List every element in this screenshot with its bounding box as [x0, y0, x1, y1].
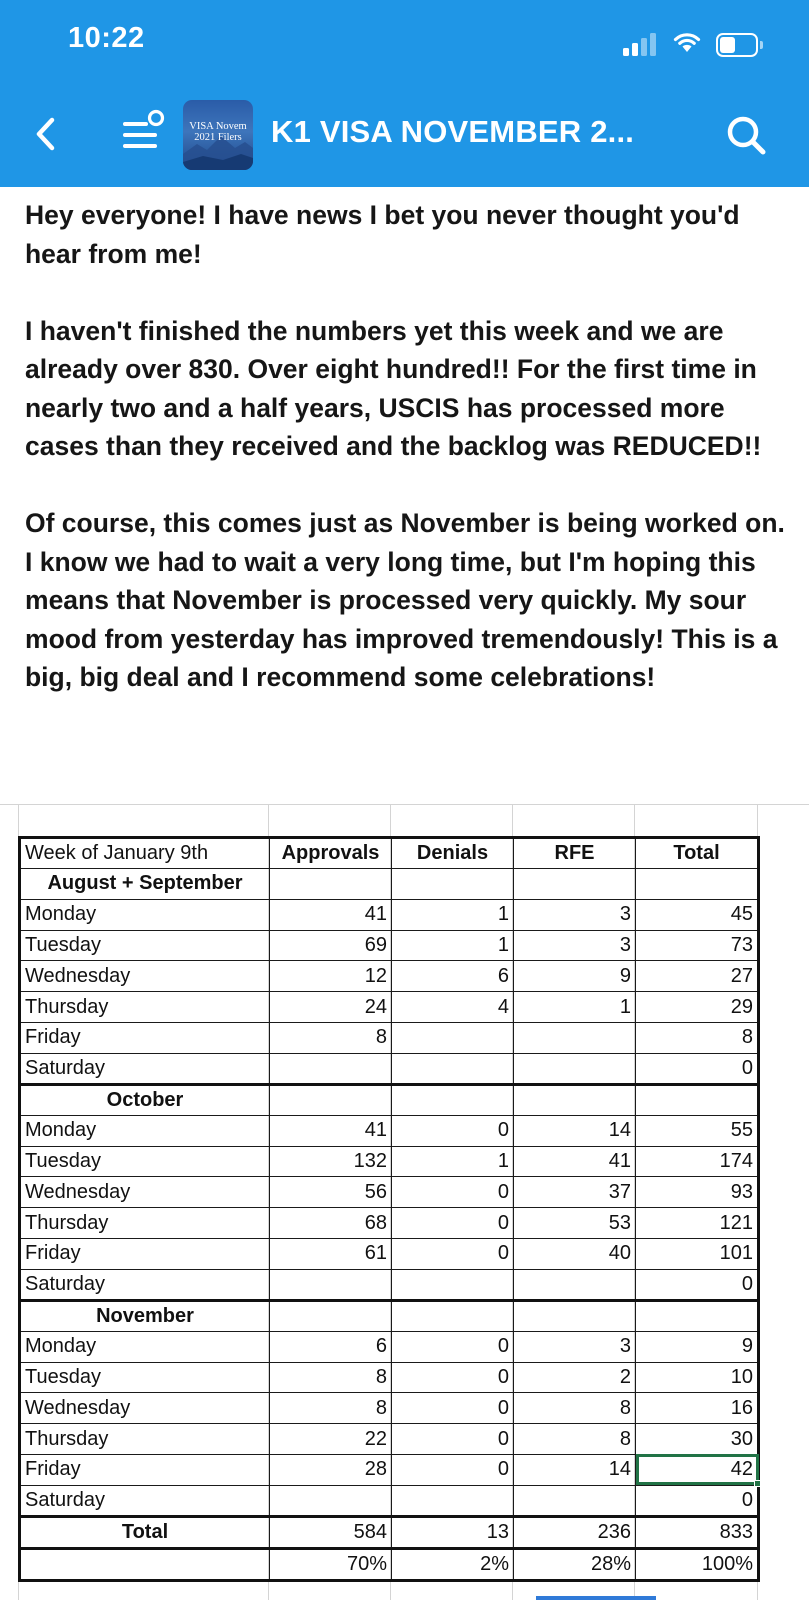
table-cell — [392, 1084, 514, 1115]
value-cell — [514, 1053, 636, 1084]
total-row — [20, 1516, 759, 1548]
day-label: Monday — [20, 1115, 270, 1146]
selected-cell[interactable]: 42 — [636, 1454, 759, 1485]
value-cell: 0 — [392, 1362, 514, 1393]
total-label: Total — [20, 1516, 270, 1548]
column-header: Denials — [392, 838, 514, 869]
visa-stats-table — [18, 836, 760, 1582]
table-cell — [514, 1084, 636, 1115]
table-header-row — [20, 838, 759, 869]
value-cell: 0 — [636, 1269, 759, 1300]
wifi-icon — [672, 30, 702, 54]
value-cell: 53 — [514, 1208, 636, 1239]
table-cell — [270, 1084, 392, 1115]
group-title[interactable]: K1 VISA NOVEMBER 2... — [271, 114, 635, 149]
value-cell: 3 — [514, 930, 636, 961]
percent-cell: 100% — [636, 1548, 759, 1580]
value-cell: 121 — [636, 1208, 759, 1239]
scroll-indicator — [536, 1596, 656, 1600]
column-header: RFE — [514, 838, 636, 869]
value-cell: 0 — [392, 1393, 514, 1424]
column-header: Approvals — [270, 838, 392, 869]
fill-handle[interactable] — [754, 1480, 761, 1487]
value-cell: 9 — [514, 961, 636, 992]
value-cell: 9 — [636, 1331, 759, 1362]
table-cell — [636, 1300, 759, 1331]
table-row — [20, 1331, 759, 1362]
value-cell: 6 — [392, 961, 514, 992]
value-cell: 8 — [636, 1022, 759, 1053]
search-icon[interactable] — [724, 113, 770, 159]
day-label: Friday — [20, 1022, 270, 1053]
value-cell — [270, 1053, 392, 1084]
table-row — [20, 1177, 759, 1208]
value-cell: 0 — [636, 1053, 759, 1084]
day-label: Tuesday — [20, 1362, 270, 1393]
post-paragraph: Hey everyone! I have news I bet you never thought you'd hear from me! — [25, 200, 740, 269]
value-cell — [392, 1022, 514, 1053]
table-row — [20, 1424, 759, 1455]
value-cell: 55 — [636, 1115, 759, 1146]
value-cell: 16 — [636, 1393, 759, 1424]
app-header — [0, 0, 809, 187]
table-cell — [636, 1084, 759, 1115]
value-cell: 14 — [514, 1115, 636, 1146]
value-cell — [514, 1022, 636, 1053]
value-cell: 3 — [514, 899, 636, 930]
value-cell: 1 — [392, 930, 514, 961]
value-cell: 1 — [392, 1146, 514, 1177]
value-cell: 27 — [636, 961, 759, 992]
value-cell: 0 — [392, 1454, 514, 1485]
value-cell — [270, 1485, 392, 1516]
day-label: Wednesday — [20, 961, 270, 992]
value-cell — [514, 1269, 636, 1300]
percent-cell: 2% — [392, 1548, 514, 1580]
section-label: November — [20, 1300, 270, 1331]
day-label: Thursday — [20, 1424, 270, 1455]
value-cell: 93 — [636, 1177, 759, 1208]
table-row — [20, 1362, 759, 1393]
value-cell: 8 — [514, 1393, 636, 1424]
day-label: Friday — [20, 1454, 270, 1485]
status-time: 10:22 — [68, 22, 145, 54]
value-cell: 69 — [270, 930, 392, 961]
value-cell: 40 — [514, 1238, 636, 1269]
value-cell: 29 — [636, 992, 759, 1023]
value-cell: 41 — [270, 899, 392, 930]
day-label: Saturday — [20, 1269, 270, 1300]
value-cell: 30 — [636, 1424, 759, 1455]
value-cell — [392, 1269, 514, 1300]
table-cell — [270, 1300, 392, 1331]
table-row — [20, 1454, 759, 1485]
value-cell: 0 — [392, 1331, 514, 1362]
value-cell — [514, 1485, 636, 1516]
table-row — [20, 899, 759, 930]
value-cell: 8 — [514, 1424, 636, 1455]
day-label: Friday — [20, 1238, 270, 1269]
day-label: Thursday — [20, 992, 270, 1023]
value-cell: 101 — [636, 1238, 759, 1269]
value-cell: 8 — [270, 1393, 392, 1424]
column-header: Total — [636, 838, 759, 869]
battery-icon — [716, 33, 763, 57]
percent-row — [20, 1548, 759, 1580]
section-label: October — [20, 1084, 270, 1115]
value-cell: 0 — [392, 1424, 514, 1455]
value-cell: 22 — [270, 1424, 392, 1455]
table-row — [20, 1115, 759, 1146]
value-cell: 0 — [636, 1485, 759, 1516]
table-row — [20, 1146, 759, 1177]
day-label: Saturday — [20, 1485, 270, 1516]
value-cell: 10 — [636, 1362, 759, 1393]
table-cell — [392, 869, 514, 900]
group-avatar-text: VISA Novem 2021 Filers — [189, 121, 247, 143]
value-cell: 68 — [270, 1208, 392, 1239]
day-label: Tuesday — [20, 1146, 270, 1177]
value-cell: 73 — [636, 930, 759, 961]
spreadsheet-image[interactable] — [0, 804, 809, 1600]
back-chevron-icon[interactable] — [30, 112, 66, 156]
table-row — [20, 1269, 759, 1300]
value-cell: 4 — [392, 992, 514, 1023]
value-cell: 41 — [270, 1115, 392, 1146]
menu-notification-icon[interactable] — [122, 108, 170, 156]
value-cell: 8 — [270, 1022, 392, 1053]
table-cell — [392, 1300, 514, 1331]
value-cell: 132 — [270, 1146, 392, 1177]
value-cell — [270, 1269, 392, 1300]
table-cell — [20, 1548, 270, 1580]
group-avatar[interactable] — [183, 100, 253, 170]
table-row — [20, 1208, 759, 1239]
value-cell: 0 — [392, 1177, 514, 1208]
percent-cell: 70% — [270, 1548, 392, 1580]
post-paragraph: Of course, this comes just as November is being worked on. I know we had to wait a very long time, but I'm hoping this means that November is processed very quickly. My sour mood from yesterday has improved tremendously! This is a big, big deal and I recommend some celebrations! — [25, 508, 785, 692]
table-row — [20, 1485, 759, 1516]
day-label: Saturday — [20, 1053, 270, 1084]
section-row — [20, 869, 759, 900]
day-label: Tuesday — [20, 930, 270, 961]
value-cell: 61 — [270, 1238, 392, 1269]
table-row — [20, 992, 759, 1023]
table-title-cell: Week of January 9th — [20, 838, 270, 869]
value-cell: 0 — [392, 1115, 514, 1146]
table-row — [20, 1022, 759, 1053]
table-row — [20, 1393, 759, 1424]
value-cell: 8 — [270, 1362, 392, 1393]
value-cell: 14 — [514, 1454, 636, 1485]
section-row — [20, 1300, 759, 1331]
value-cell: 2 — [514, 1362, 636, 1393]
value-cell: 41 — [514, 1146, 636, 1177]
value-cell: 24 — [270, 992, 392, 1023]
table-cell — [270, 869, 392, 900]
total-cell: 13 — [392, 1516, 514, 1548]
section-label: August + September — [20, 869, 270, 900]
day-label: Monday — [20, 1331, 270, 1362]
value-cell: 1 — [514, 992, 636, 1023]
section-row — [20, 1084, 759, 1115]
value-cell — [392, 1053, 514, 1084]
post-paragraph: I haven't finished the numbers yet this week and we are already over 830. Over eight hundred!! For the first time in nearly two and a half years, USCIS has processed more cases than they received and the backlog was REDUCED!! — [25, 315, 762, 461]
post-body — [25, 196, 795, 697]
value-cell: 37 — [514, 1177, 636, 1208]
value-cell: 0 — [392, 1238, 514, 1269]
value-cell: 6 — [270, 1331, 392, 1362]
table-cell — [636, 869, 759, 900]
day-label: Wednesday — [20, 1177, 270, 1208]
table-row — [20, 930, 759, 961]
value-cell: 3 — [514, 1331, 636, 1362]
day-label: Wednesday — [20, 1393, 270, 1424]
day-label: Thursday — [20, 1208, 270, 1239]
value-cell: 12 — [270, 961, 392, 992]
value-cell: 28 — [270, 1454, 392, 1485]
table-row — [20, 961, 759, 992]
table-cell — [514, 1300, 636, 1331]
total-cell: 833 — [636, 1516, 759, 1548]
day-label: Monday — [20, 899, 270, 930]
table-row — [20, 1053, 759, 1084]
value-cell: 1 — [392, 899, 514, 930]
table-cell — [514, 869, 636, 900]
percent-cell: 28% — [514, 1548, 636, 1580]
value-cell: 0 — [392, 1208, 514, 1239]
table-row — [20, 1238, 759, 1269]
total-cell: 584 — [270, 1516, 392, 1548]
value-cell — [392, 1485, 514, 1516]
cellular-signal-icon — [623, 30, 657, 56]
value-cell: 56 — [270, 1177, 392, 1208]
total-cell: 236 — [514, 1516, 636, 1548]
value-cell: 174 — [636, 1146, 759, 1177]
value-cell: 45 — [636, 899, 759, 930]
